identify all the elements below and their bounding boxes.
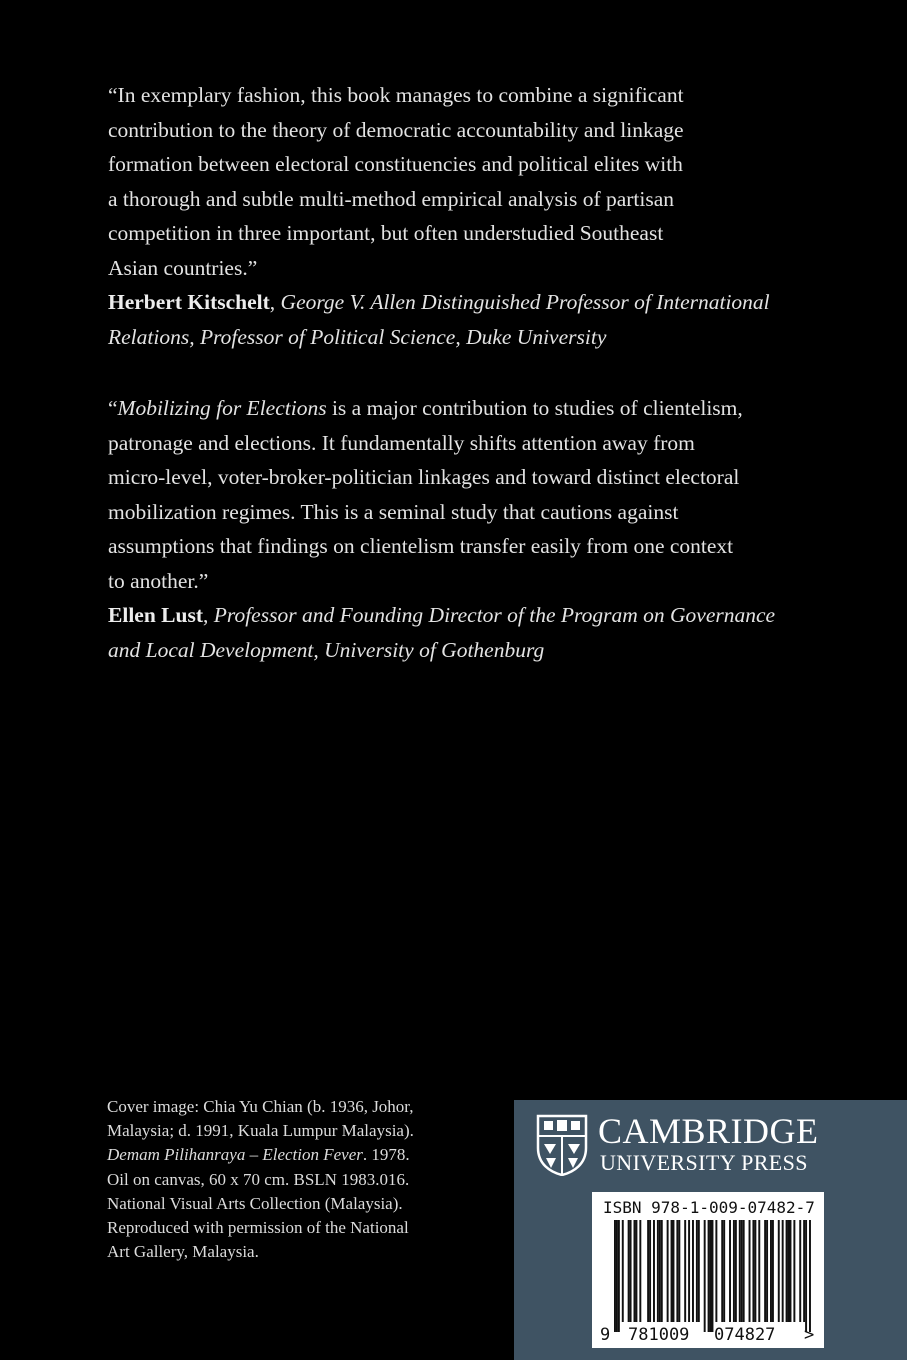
barcode-bar xyxy=(704,1220,706,1332)
barcode-bar xyxy=(786,1220,788,1322)
barcode-bar xyxy=(710,1220,712,1332)
barcode-bar xyxy=(667,1220,669,1322)
barcode-bar xyxy=(766,1220,768,1322)
attribution-separator: , xyxy=(203,603,214,627)
publisher-name xyxy=(598,1112,819,1176)
quote-line: assumptions that findings on clientelism transfer easily from one context xyxy=(108,534,734,558)
cover-credit xyxy=(107,1095,452,1264)
quote-line: to another.” xyxy=(108,568,209,593)
barcode-digits: 781009 xyxy=(628,1325,690,1345)
barcode-bar xyxy=(684,1220,686,1322)
barcode-digits: 074827 xyxy=(714,1325,776,1345)
quote-text: is a major contribution to studies of clientelism, xyxy=(326,396,743,420)
author-affiliation: George V. Allen Distinguished Professor of International xyxy=(280,290,770,314)
barcode-bar xyxy=(778,1220,780,1322)
publisher-name-line2: UNIVERSITY PRESS xyxy=(600,1150,808,1175)
barcode-bar xyxy=(634,1220,636,1322)
barcode-bar xyxy=(673,1220,675,1322)
barcode-bar xyxy=(782,1220,784,1322)
barcode-bar xyxy=(698,1220,700,1322)
barcode-bar xyxy=(803,1220,805,1322)
open-quote-mark: “ xyxy=(108,396,118,420)
barcode-digits: 9 xyxy=(600,1325,611,1345)
barcode-bar xyxy=(688,1220,690,1322)
publisher-panel xyxy=(514,1100,907,1360)
author-affiliation: and Local Development, University of Gothenburg xyxy=(108,637,545,662)
barcode-bar xyxy=(764,1220,766,1322)
barcode-bar xyxy=(639,1220,641,1322)
quote-line: patronage and elections. It fundamentally shifts attention away from xyxy=(108,430,695,455)
barcode-bar xyxy=(659,1220,661,1322)
barcode-bar xyxy=(618,1220,620,1332)
barcode-bar xyxy=(805,1220,807,1332)
barcode-bar xyxy=(770,1220,772,1322)
quote-line: competition in three important, but often understudied Southeast xyxy=(108,221,664,245)
cambridge-shield-icon xyxy=(536,1114,588,1176)
quote-line: mobilization regimes. This is a seminal study that cautions against xyxy=(108,499,679,524)
credit-line: Cover image: Chia Yu Chian (b. 1936, Johor, xyxy=(107,1097,414,1116)
barcode-bar xyxy=(657,1220,659,1322)
publisher-name-line1: CAMBRIDGE xyxy=(598,1111,819,1151)
barcode-bar xyxy=(614,1220,616,1332)
quote-line: a thorough and subtle multi-method empirical analysis of partisan xyxy=(108,186,675,211)
barcode-bar xyxy=(758,1220,760,1322)
barcode-bar xyxy=(735,1220,737,1322)
book-title: Mobilizing for Elections xyxy=(117,396,327,420)
barcode-bar xyxy=(754,1220,756,1322)
attribution xyxy=(108,598,798,633)
author-name: Ellen Lust xyxy=(108,603,203,627)
barcode-bar xyxy=(733,1220,735,1322)
quote-line xyxy=(108,391,798,426)
barcode-bar xyxy=(708,1220,710,1332)
credit-line: Malaysia; d. 1991, Kuala Lumpur Malaysia). xyxy=(107,1121,414,1141)
barcode-bar xyxy=(647,1220,649,1322)
barcode-bar xyxy=(799,1220,801,1322)
barcode-bar xyxy=(628,1220,630,1322)
barcode-bar xyxy=(649,1220,651,1322)
barcode-bar xyxy=(788,1220,790,1322)
barcode-bar xyxy=(721,1220,723,1322)
barcode-bar xyxy=(696,1220,698,1322)
barcode-bar xyxy=(715,1220,717,1322)
quote-line: contribution to the theory of democratic accountability and linkage xyxy=(108,117,684,142)
artwork-title: Demam Pilihanraya – Election Fever xyxy=(107,1145,363,1165)
author-name: Herbert Kitschelt xyxy=(108,290,270,314)
author-affiliation: Professor and Founding Director of the Program on Governance xyxy=(213,603,776,627)
credit-line: Reproduced with permission of the National xyxy=(107,1218,409,1238)
attribution-cont xyxy=(108,633,798,668)
barcode-bar xyxy=(622,1220,624,1322)
quote-line: “In exemplary fashion, this book manages to combine a significant xyxy=(108,83,684,107)
quote-line: Asian countries.” xyxy=(108,255,258,280)
credit-line: National Visual Arts Collection (Malaysia). xyxy=(107,1193,403,1213)
barcode-bar xyxy=(790,1220,792,1322)
barcode-digits: > xyxy=(804,1325,815,1345)
credit-line: Art Gallery, Malaysia. xyxy=(107,1242,259,1262)
attribution xyxy=(108,285,798,320)
attribution-separator: , xyxy=(269,290,281,314)
barcode-bar xyxy=(712,1220,714,1332)
barcode-bar xyxy=(739,1220,741,1322)
author-affiliation: Relations, Professor of Political Science, Duke University xyxy=(108,324,607,349)
barcode-bar xyxy=(630,1220,632,1322)
barcode-bar xyxy=(671,1220,673,1322)
isbn-barcode xyxy=(592,1192,824,1348)
barcode-bar xyxy=(729,1220,731,1322)
barcode-bar xyxy=(692,1220,694,1322)
quote-line: micro-level, voter-broker-politician linkages and toward distinct electoral xyxy=(108,465,740,489)
quote-kitschelt xyxy=(108,78,798,354)
barcode-bar xyxy=(653,1220,655,1322)
barcode-bar xyxy=(723,1220,725,1322)
credit-line xyxy=(107,1143,452,1167)
barcode-bar xyxy=(772,1220,774,1322)
barcode-bar xyxy=(678,1220,680,1322)
credit-text: . 1978. xyxy=(362,1145,410,1165)
barcode-bar xyxy=(635,1220,637,1322)
barcode-bar xyxy=(793,1220,795,1322)
barcode-bar xyxy=(616,1220,618,1332)
credit-line: Oil on canvas, 60 x 70 cm. BSLN 1983.016. xyxy=(107,1169,410,1189)
quote-lust xyxy=(108,391,798,667)
attribution-cont xyxy=(108,320,798,355)
barcode-bar xyxy=(661,1220,663,1322)
barcode-bar xyxy=(743,1220,745,1322)
barcode-bar xyxy=(752,1220,754,1322)
barcode-bar xyxy=(741,1220,743,1322)
quote-line: formation between electoral constituencies and political elites with xyxy=(108,152,683,176)
barcode-bar xyxy=(676,1220,678,1322)
isbn-label: ISBN 978-1-009-07482-7 xyxy=(603,1198,815,1217)
barcode-bar xyxy=(749,1220,751,1322)
barcode-bar xyxy=(809,1220,811,1332)
